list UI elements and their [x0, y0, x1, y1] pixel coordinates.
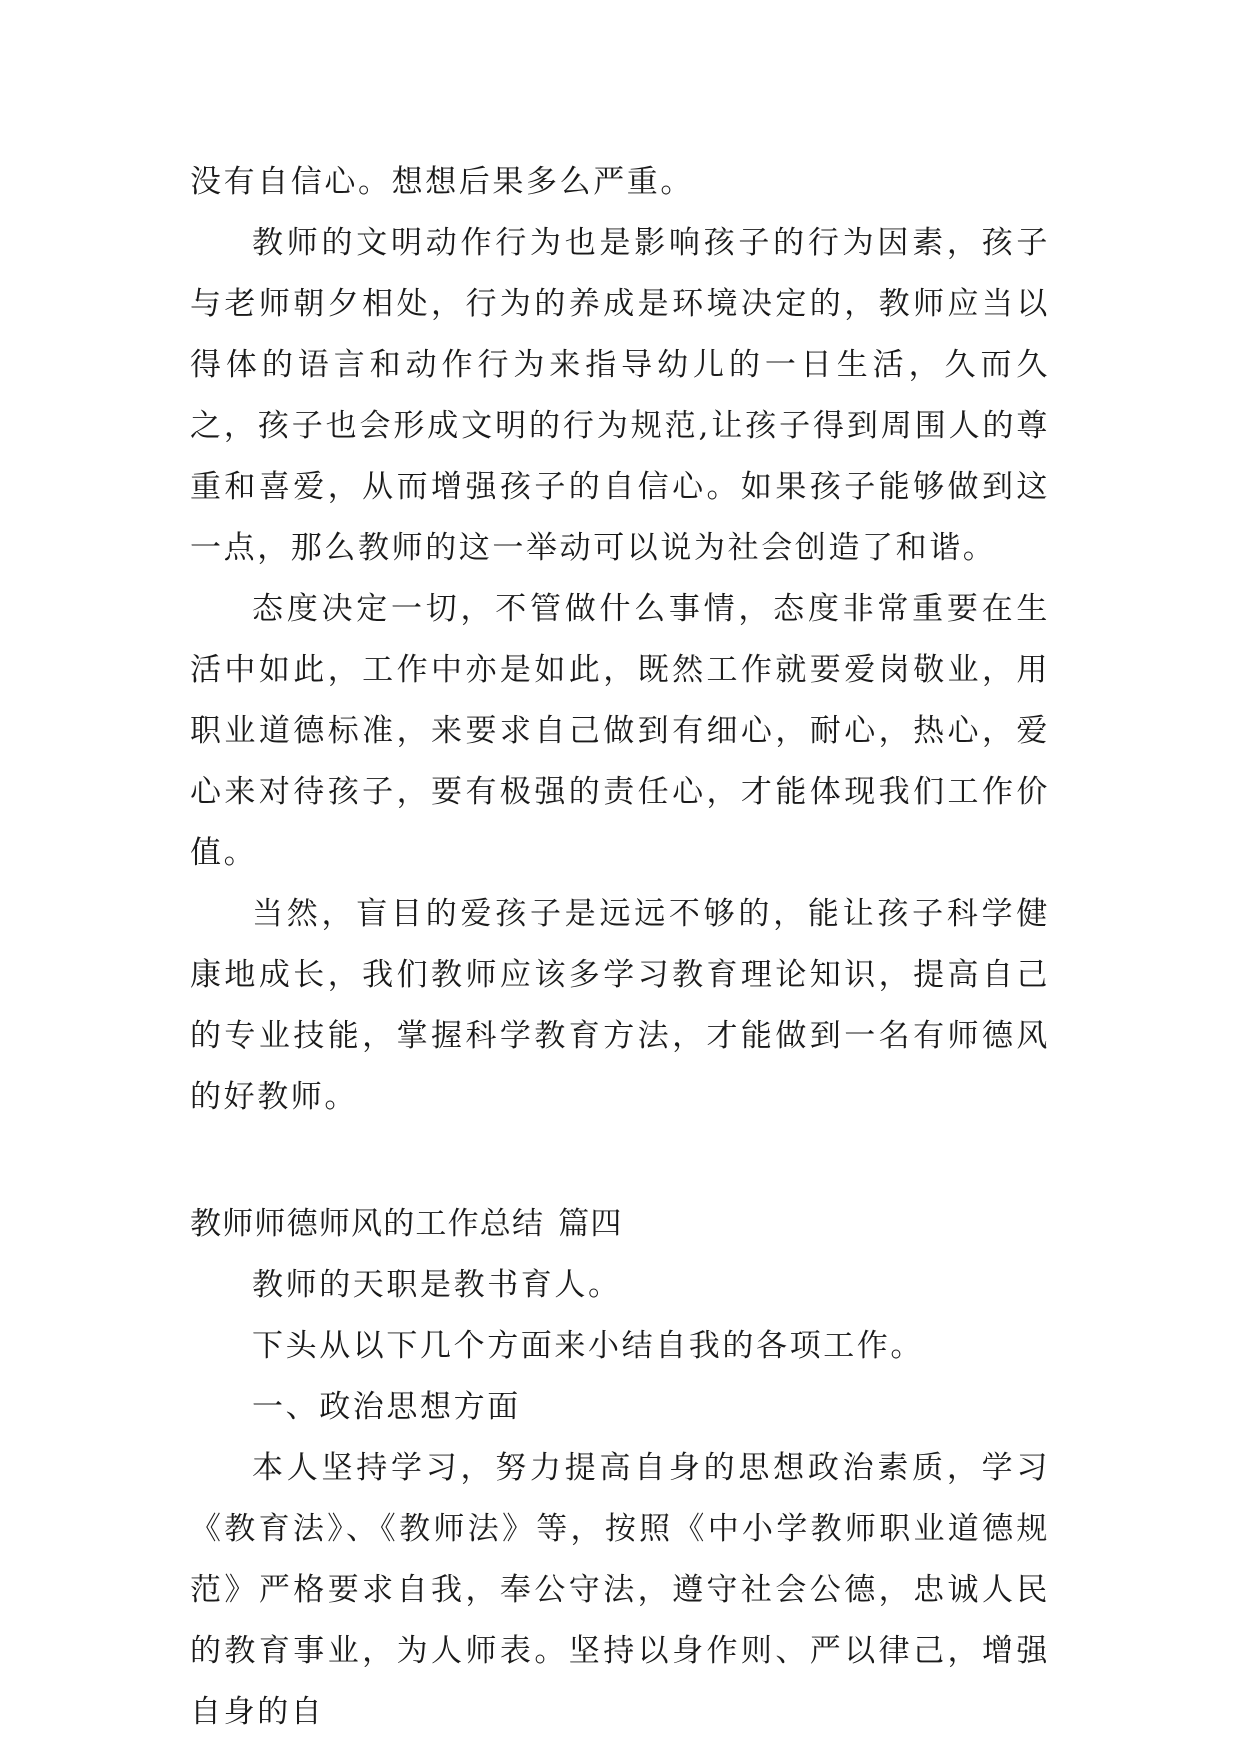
section-title: 教师师德师风的工作总结: [190, 1206, 545, 1242]
paragraph-attitude: 态度决定一切，不管做什么事情，态度非常重要在生活中如此，工作中亦是如此，既然工作就要爱岗敬业，用职业道德标准，来要求自己做到有细心，耐心，热心，爱心来对待孩子，要有极强的责任心，才能体现我们工作价值。: [190, 591, 1050, 871]
section-part-label: 篇四: [558, 1206, 623, 1242]
paragraph-professional-growth: 当然，盲目的爱孩子是远远不够的，能让孩子科学健康地成长，我们教师应该多学习教育理论知识，提高自己的专业技能，掌握科学教育方法，才能做到一名有师德风的好教师。: [190, 896, 1050, 1115]
section-heading: [190, 1194, 1050, 1255]
paragraph-teacher-duty: 教师的天职是教书育人。: [252, 1267, 622, 1303]
paragraph-continued: 没有自信心。想想后果多么严重。: [190, 164, 694, 200]
paragraph-political-study: 本人坚持学习，努力提高自身的思想政治素质，学习《教育法》、《教师法》等，按照《中小学教师职业道德规范》严格要求自我，奉公守法，遵守社会公德，忠诚人民的教育事业，为人师表。坚持以身作则、严以律己，增强自身的自: [190, 1450, 1050, 1730]
section-gap: [190, 1128, 1050, 1194]
subheading-political-thought: 一、政治思想方面: [252, 1389, 521, 1425]
paragraph-civilized-behavior: 教师的文明动作行为也是影响孩子的行为因素，孩子与老师朝夕相处，行为的养成是环境决定的，教师应当以得体的语言和动作行为来指导幼儿的一日生活，久而久之，孩子也会形成文明的行为规范,让孩子得到周围人的尊重和喜爱，从而增强孩子的自信心。如果孩子能够做到这一点，那么教师的这一举动可以说为社会创造了和谐。: [190, 225, 1050, 566]
document-body: [190, 152, 1050, 1743]
paragraph-summary-intro: 下头从以下几个方面来小结自我的各项工作。: [252, 1328, 924, 1364]
